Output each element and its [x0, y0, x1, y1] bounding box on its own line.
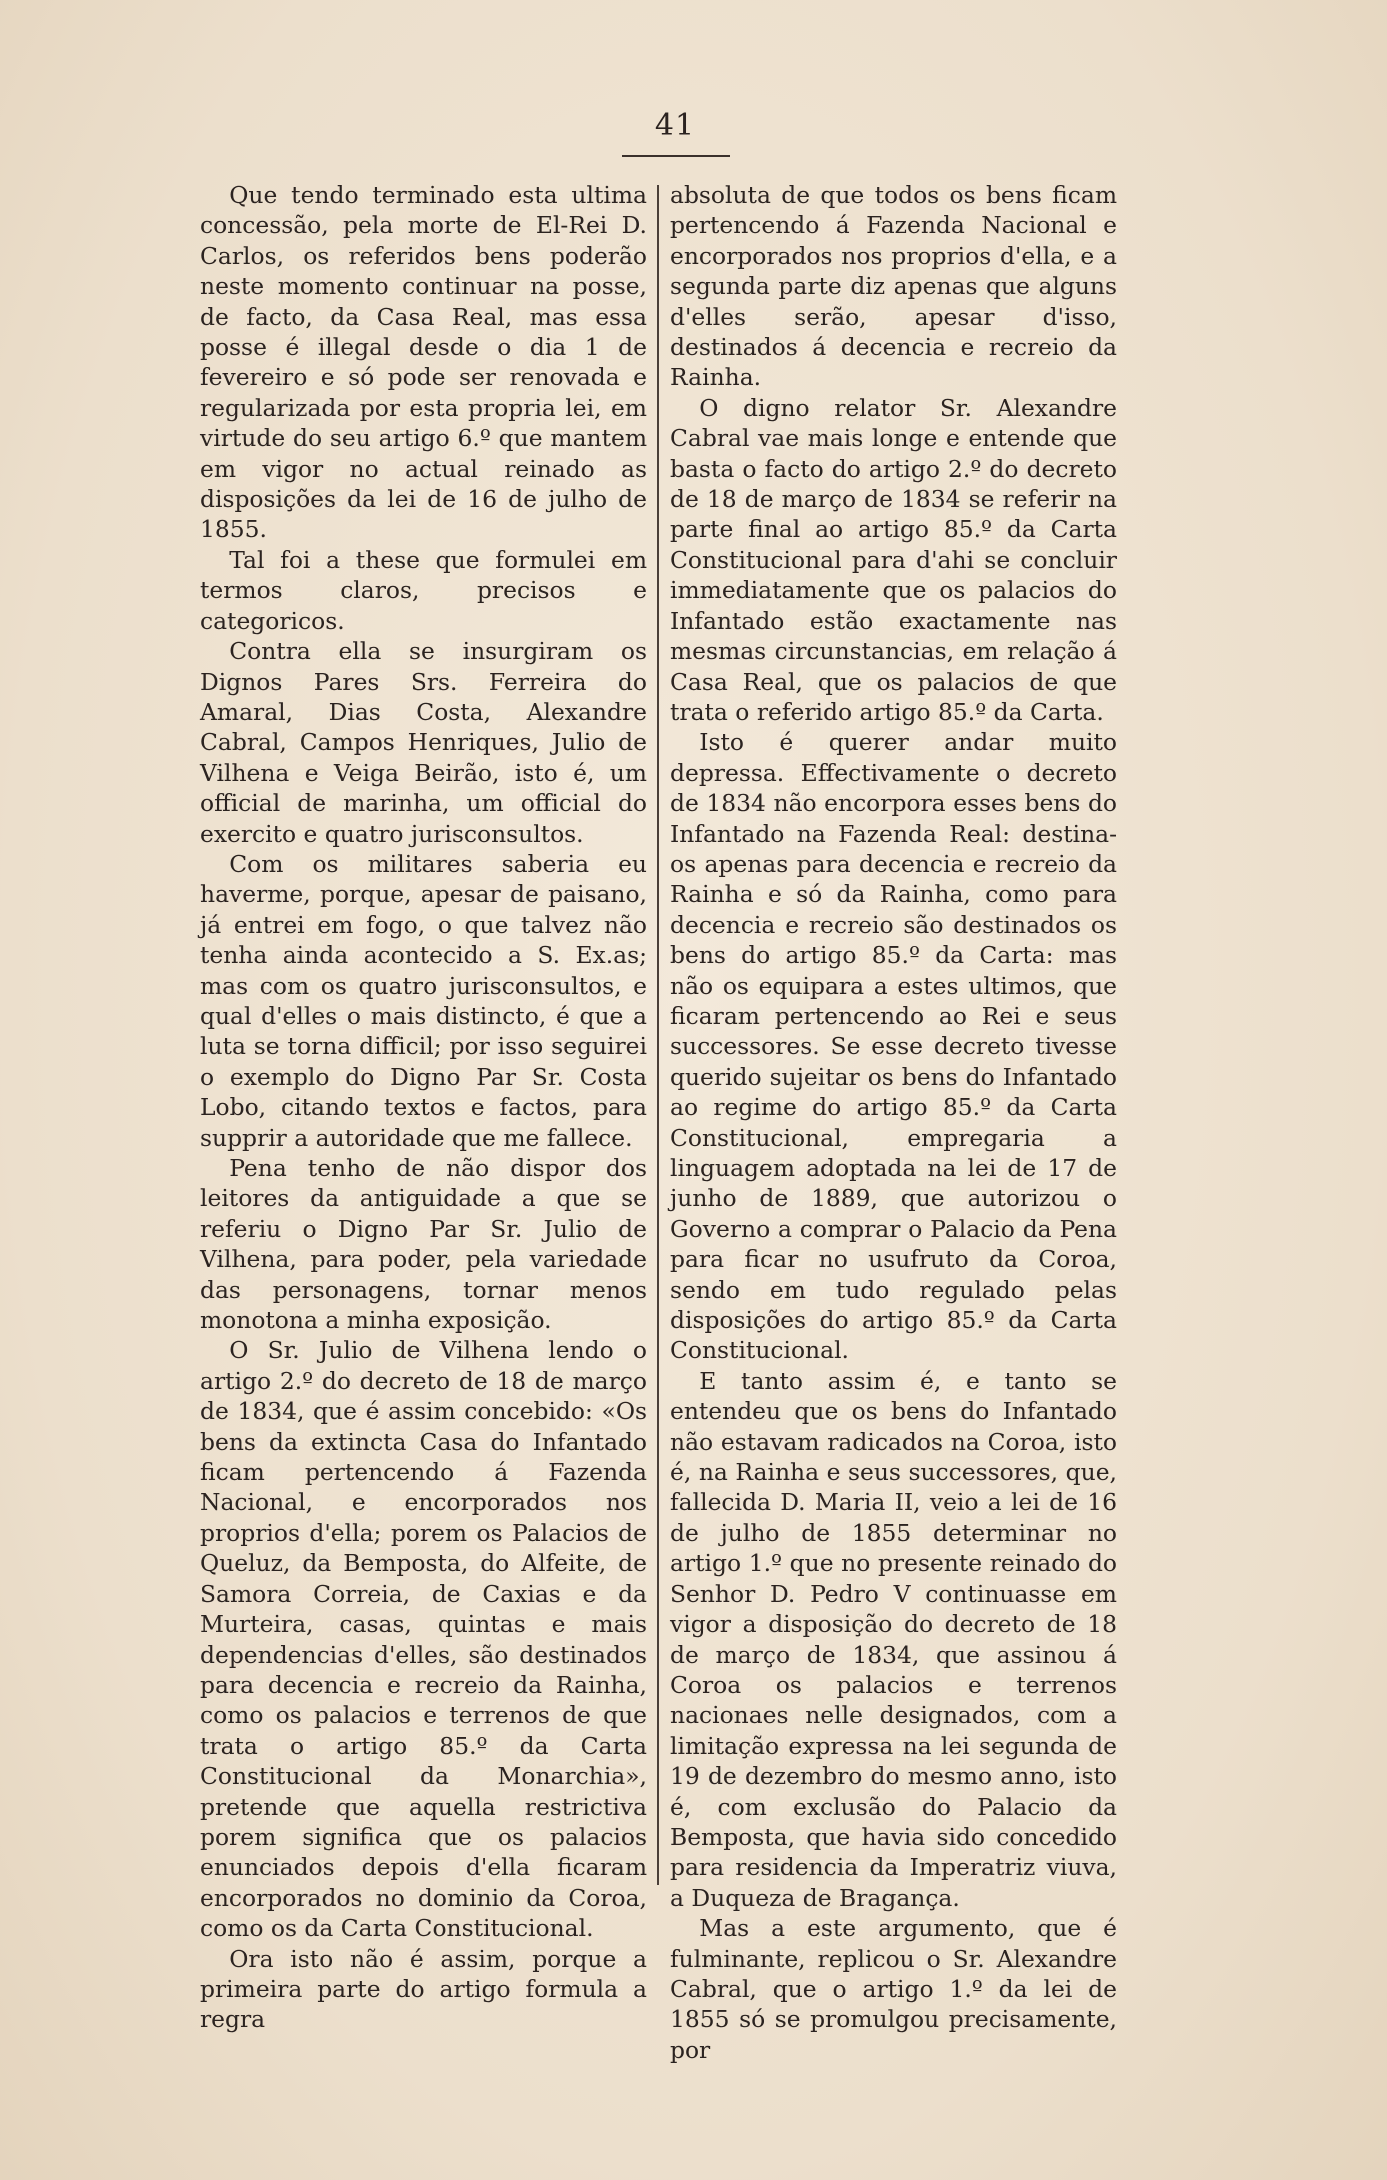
paragraph: Que tendo terminado esta ultima concessão, pela morte de El-Rei D. Carlos, os referidos bens poderão neste momento continuar na posse, de facto, da Casa Real, mas essa posse é illegal desde o dia 1 de fevereiro e só pode ser renovada e regularizada por esta propria lei, em virtude do seu artigo 6.º que mantem em vigor no actual reinado as disposições da lei de 16 de julho de 1855. [200, 181, 647, 544]
paragraph: Ora isto não é assim, porque a primeira parte do artigo formula a regra [200, 1944, 647, 2034]
header-rule [622, 155, 730, 157]
paragraph: O digno relator Sr. Alexandre Cabral vae mais longe e entende que basta o facto do artigo 2.º do decreto de 18 de março de 1834 se referir na parte final ao artigo 85.º da Carta Constitucional para d'ahi se concluir immediatamente que os palacios do Infantado estão exactamente nas mesmas circunstancias, em relação á Casa Real, que os palacios de que trata o referido artigo 85.º da Carta. [670, 393, 1117, 726]
left-column [200, 180, 647, 2035]
paragraph-continued: absoluta de que todos os bens ficam pertencendo á Fazenda Nacional e encorporados nos proprios d'ella, e a segunda parte diz apenas que alguns d'elles serão, apesar d'isso, destinados á decencia e recreio da Rainha. [670, 181, 1117, 392]
column-divider [657, 185, 659, 1885]
paragraph: O Sr. Julio de Vilhena lendo o artigo 2.º do decreto de 18 de março de 1834, que é assim concebido: «Os bens da extincta Casa do Infantado ficam pertencendo á Fazenda Nacional, e encorporados nos proprios d'ella; porem os Palacios de Queluz, da Bemposta, do Alfeite, de Samora Correia, de Caxias e da Murteira, casas, quintas e mais dependencias d'elles, são destinados para decencia e recreio da Rainha, como os palacios e terrenos de que trata o artigo 85.º da Carta Constitucional da Monarchia», pretende que aquella restrictiva porem significa que os palacios enunciados depois d'ella ficaram encorporados no dominio da Coroa, como os da Carta Constitucional. [200, 1336, 647, 1943]
paragraph: Mas a este argumento, que é fulminante, replicou o Sr. Alexandre Cabral, que o artigo 1.º da lei de 1855 só se promulgou precisamente, por [670, 1914, 1117, 2064]
paragraph: E tanto assim é, e tanto se entendeu que os bens do Infantado não estavam radicados na Coroa, isto é, na Rainha e seus successores, que, fallecida D. Maria II, veio a lei de 16 de julho de 1855 determinar no artigo 1.º que no presente reinado do Senhor D. Pedro V continuasse em vigor a disposição do decreto de 18 de março de 1834, que assinou á Coroa os palacios e terrenos nacionaes nelle designados, com a limitação expressa na lei segunda de 19 de dezembro do mesmo anno, isto é, com exclusão do Palacio da Bemposta, que havia sido concedido para residencia da Imperatriz viuva, a Duqueza de Bragança. [670, 1366, 1117, 1912]
paragraph: Tal foi a these que formulei em termos claros, precisos e categoricos. [200, 545, 647, 635]
paragraph: Com os militares saberia eu haverme, porque, apesar de paisano, já entrei em fogo, o que talvez não tenha ainda acontecido a S. Ex.as; mas com os quatro jurisconsultos, e qual d'elles o mais distincto, é que a luta se torna difficil; por isso seguirei o exemplo do Digno Par Sr. Costa Lobo, citando textos e factos, para supprir a autoridade que me fallece. [200, 849, 647, 1152]
right-column [670, 180, 1117, 2065]
paragraph: Contra ella se insurgiram os Dignos Pares Srs. Ferreira do Amaral, Dias Costa, Alexandre Cabral, Campos Henriques, Julio de Vilhena e Veiga Beirão, isto é, um official de marinha, um official do exercito e quatro jurisconsultos. [200, 637, 647, 848]
page-number: 41 [654, 108, 696, 143]
paragraph: Isto é querer andar muito depressa. Effectivamente o decreto de 1834 não encorpora esses bens do Infantado na Fazenda Real: destina-os apenas para decencia e recreio da Rainha e só da Rainha, como para decencia e recreio são destinados os bens do artigo 85.º da Carta: mas não os equipara a estes ultimos, que ficaram pertencendo ao Rei e seus successores. Se esse decreto tivesse querido sujeitar os bens do Infantado ao regime do artigo 85.º da Carta Constitucional, empregaria a linguagem adoptada na lei de 17 de junho de 1889, que autorizou o Governo a comprar o Palacio da Pena para ficar no usufruto da Coroa, sendo em tudo regulado pelas disposições do artigo 85.º da Carta Constitucional. [670, 728, 1117, 1365]
paragraph: Pena tenho de não dispor dos leitores da antiguidade a que se referiu o Digno Par Sr. Julio de Vilhena, para poder, pela variedade das personagens, tornar menos monotona a minha exposição. [200, 1154, 647, 1335]
